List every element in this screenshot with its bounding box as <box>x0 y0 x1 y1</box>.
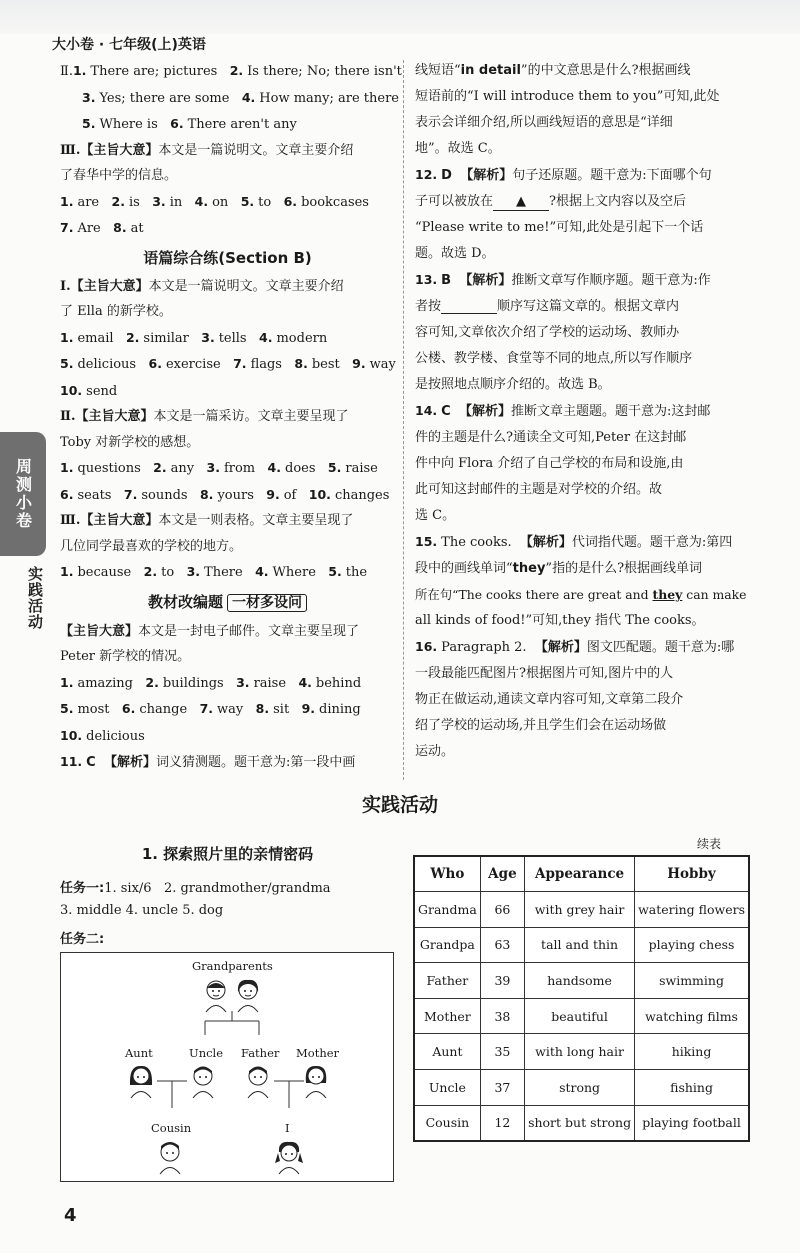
q14-explanation: 选 C。 <box>415 508 456 523</box>
table-row: Aunt 35 with long hair hiking <box>414 1034 749 1070</box>
grandma-figure-icon <box>233 977 263 1013</box>
answer-row: 1. email 2. similar 3. tells 4. modern <box>60 329 328 346</box>
task-one-row2: 3. middle 4. uncle 5. dog <box>60 903 224 918</box>
main-idea: Ⅲ.【主旨大意】本文是一则表格。文章主要呈现了 <box>60 513 354 528</box>
father-figure-icon <box>243 1063 273 1099</box>
q16-explanation: 一段最能匹配图片?根据图片可知,图片中的人 <box>415 666 674 681</box>
header-appearance: Appearance <box>525 856 635 892</box>
me-label: I <box>285 1121 290 1135</box>
aunt-label: Aunt <box>125 1046 153 1060</box>
task-two: 任务二: <box>60 932 105 947</box>
main-idea-cont: Toby 对新学校的感想。 <box>60 434 200 450</box>
answer-row: 1. questions 2. any 3. from 4. does 5. raise <box>60 460 378 476</box>
question-13: 13. B 【解析】推断文章写作顺序题。题干意为:作 <box>415 272 711 288</box>
answer-row: 5. Where is 6. There aren't any <box>82 116 297 132</box>
answer-row: 3. Yes; there are some 4. How many; are there <box>82 89 399 106</box>
textbook-title: 教材改编题 一材多设问 <box>60 586 395 619</box>
q11-explanation: 地”。故选 C。 <box>415 141 501 156</box>
task-one: 任务一:1. six/6 2. grandmother/grandma <box>60 881 331 896</box>
family-table <box>413 855 750 1142</box>
mother-figure-icon <box>301 1063 331 1099</box>
q15-explanation: 所在句“The cooks there are great and they can make <box>415 587 747 602</box>
q13-explanation: 容可知,文章依次介绍了学校的运动场、教师办 <box>415 325 680 340</box>
answer-row: 7. Are 8. at <box>60 220 144 236</box>
q12-explanation: 子可以被放在 ▲ ?根据上文内容以及空后 <box>415 194 686 209</box>
answer-row: 5. delicious 6. exercise 7. flags 8. best 9. way <box>60 356 396 372</box>
q11-explanation: 短语前的“I will introduce them to you”可知,此处 <box>415 89 720 104</box>
header-hobby: Hobby <box>635 856 749 892</box>
table-header-row <box>414 856 749 892</box>
section-b-title: 语篇综合练(Section B) <box>143 248 312 267</box>
main-idea: Ⅲ.【主旨大意】本文是一篇说明文。文章主要介绍 <box>60 142 354 158</box>
answer-row: 5. most 6. change 7. way 8. sit 9. dining <box>60 701 361 717</box>
main-idea-cont: Peter 新学校的情况。 <box>60 649 191 664</box>
grandpa-figure-icon <box>201 977 231 1013</box>
textbook-badge: 一材多设问 <box>227 594 307 612</box>
table-row: Uncle 37 strong fishing <box>414 1070 749 1106</box>
top-strip <box>0 0 800 34</box>
header-who: Who <box>414 856 480 892</box>
q15-explanation: 段中的画线单词“they”指的是什么?根据画线单词 <box>415 561 703 576</box>
family-tree <box>60 952 394 1182</box>
grandparents-label: Grandparents <box>192 959 273 973</box>
main-idea: Ⅰ.【主旨大意】本文是一篇说明文。文章主要介绍 <box>60 278 344 294</box>
header-title: 大小卷 · 七年级(上)英语 <box>52 37 206 53</box>
q14-explanation: 件的主题是什么?通读全文可知,Peter 在这封邮 <box>415 430 687 445</box>
cousin-figure-icon <box>155 1139 185 1175</box>
main-idea: 【主旨大意】本文是一封电子邮件。文章主要呈现了 <box>60 623 360 639</box>
continued-label: 续表 <box>697 837 722 851</box>
q15-explanation: all kinds of food!”可知,they 指代 The cooks。 <box>415 613 705 628</box>
answer-row: Ⅱ.1. There are; pictures 2. Is there; No; there isn't <box>60 63 402 79</box>
question-11: 11. C 【解析】词义猜测题。题干意为:第一段中画 <box>60 754 356 770</box>
q13-explanation: 公楼、教学楼、食堂等不同的地点,所以写作顺序 <box>415 351 693 366</box>
q12-explanation: 题。故选 D。 <box>415 246 495 261</box>
question-12: 12. D 【解析】句子还原题。题干意为:下面哪个句 <box>415 167 712 183</box>
main-idea-cont: 几位同学最喜欢的学校的地方。 <box>60 538 243 554</box>
q16-explanation: 物正在做运动,通读文章内容可知,文章第二段介 <box>415 692 684 707</box>
answer-row: 10. delicious <box>60 727 145 744</box>
side-tab: 周测小卷 <box>0 432 46 556</box>
main-idea-cont: 了 Ella 的新学校。 <box>60 304 172 319</box>
question-14: 14. C 【解析】推断文章主题题。题干意为:这封邮 <box>415 403 711 419</box>
page-number: 4 <box>64 1205 77 1226</box>
right-column <box>415 58 765 765</box>
practice-title: 实践活动 <box>361 794 438 816</box>
father-label: Father <box>241 1046 280 1060</box>
cousin-label: Cousin <box>151 1121 192 1135</box>
uncle-label: Uncle <box>189 1046 224 1060</box>
question-16: 16. Paragraph 2. 【解析】图文匹配题。题干意为:哪 <box>415 639 735 655</box>
me-figure-icon <box>274 1139 304 1175</box>
answer-row: 10. send <box>60 382 118 399</box>
q14-explanation: 件中向 Flora 介绍了自己学校的布局和设施,由 <box>415 456 684 471</box>
table-row: Father 39 handsome swimming <box>414 963 749 999</box>
table-row: Grandpa 63 tall and thin playing chess <box>414 927 749 963</box>
q13-explanation: 是按照地点顺序介绍的。故选 B。 <box>415 377 611 392</box>
q13-explanation: 者按 顺序写这篇文章的。根据文章内 <box>415 299 680 314</box>
left-column <box>60 58 402 776</box>
aunt-figure-icon <box>126 1063 156 1099</box>
q12-explanation: “Please write to me!”可知,此处是引起下一个话 <box>415 220 704 235</box>
table-row: Cousin 12 short but strong playing football <box>414 1105 749 1141</box>
answer-row: 1. amazing 2. buildings 3. raise 4. behind <box>60 674 362 691</box>
table-row: Mother 38 beautiful watching films <box>414 998 749 1034</box>
blank-marker: ▲ <box>493 194 549 211</box>
practice-sub-title: 1. 探索照片里的亲情密码 <box>141 845 314 863</box>
table-row: Grandma 66 with grey hair watering flowers <box>414 892 749 928</box>
blank-line <box>441 300 497 314</box>
question-15: 15. The cooks. 【解析】代词指代题。题干意为:第四 <box>415 534 733 550</box>
main-idea: Ⅱ.【主旨大意】本文是一篇采访。文章主要呈现了 <box>60 409 349 424</box>
q11-explanation: 线短语“in detail”的中文意思是什么?根据画线 <box>415 63 691 78</box>
q11-explanation: 表示会详细介绍,所以画线短语的意思是“详细 <box>415 115 673 130</box>
q14-explanation: 此可知这封邮件的主题是对学校的介绍。故 <box>415 482 663 497</box>
main-idea-cont: 了春华中学的信息。 <box>60 168 178 183</box>
header-age: Age <box>480 856 524 892</box>
uncle-figure-icon <box>188 1063 218 1099</box>
mother-label: Mother <box>296 1046 340 1060</box>
side-tab-sub: 实践活动 <box>26 566 44 630</box>
q16-explanation: 绍了学校的运动场,并且学生们会在运动场做 <box>415 718 667 733</box>
answer-row: 1. because 2. to 3. There 4. Where 5. the <box>60 564 368 580</box>
column-divider <box>403 60 404 780</box>
answer-row: 6. seats 7. sounds 8. yours 9. of 10. changes <box>60 486 390 503</box>
answer-row: 1. are 2. is 3. in 4. on 5. to 6. bookcases <box>60 193 369 210</box>
q16-explanation: 运动。 <box>415 744 455 759</box>
